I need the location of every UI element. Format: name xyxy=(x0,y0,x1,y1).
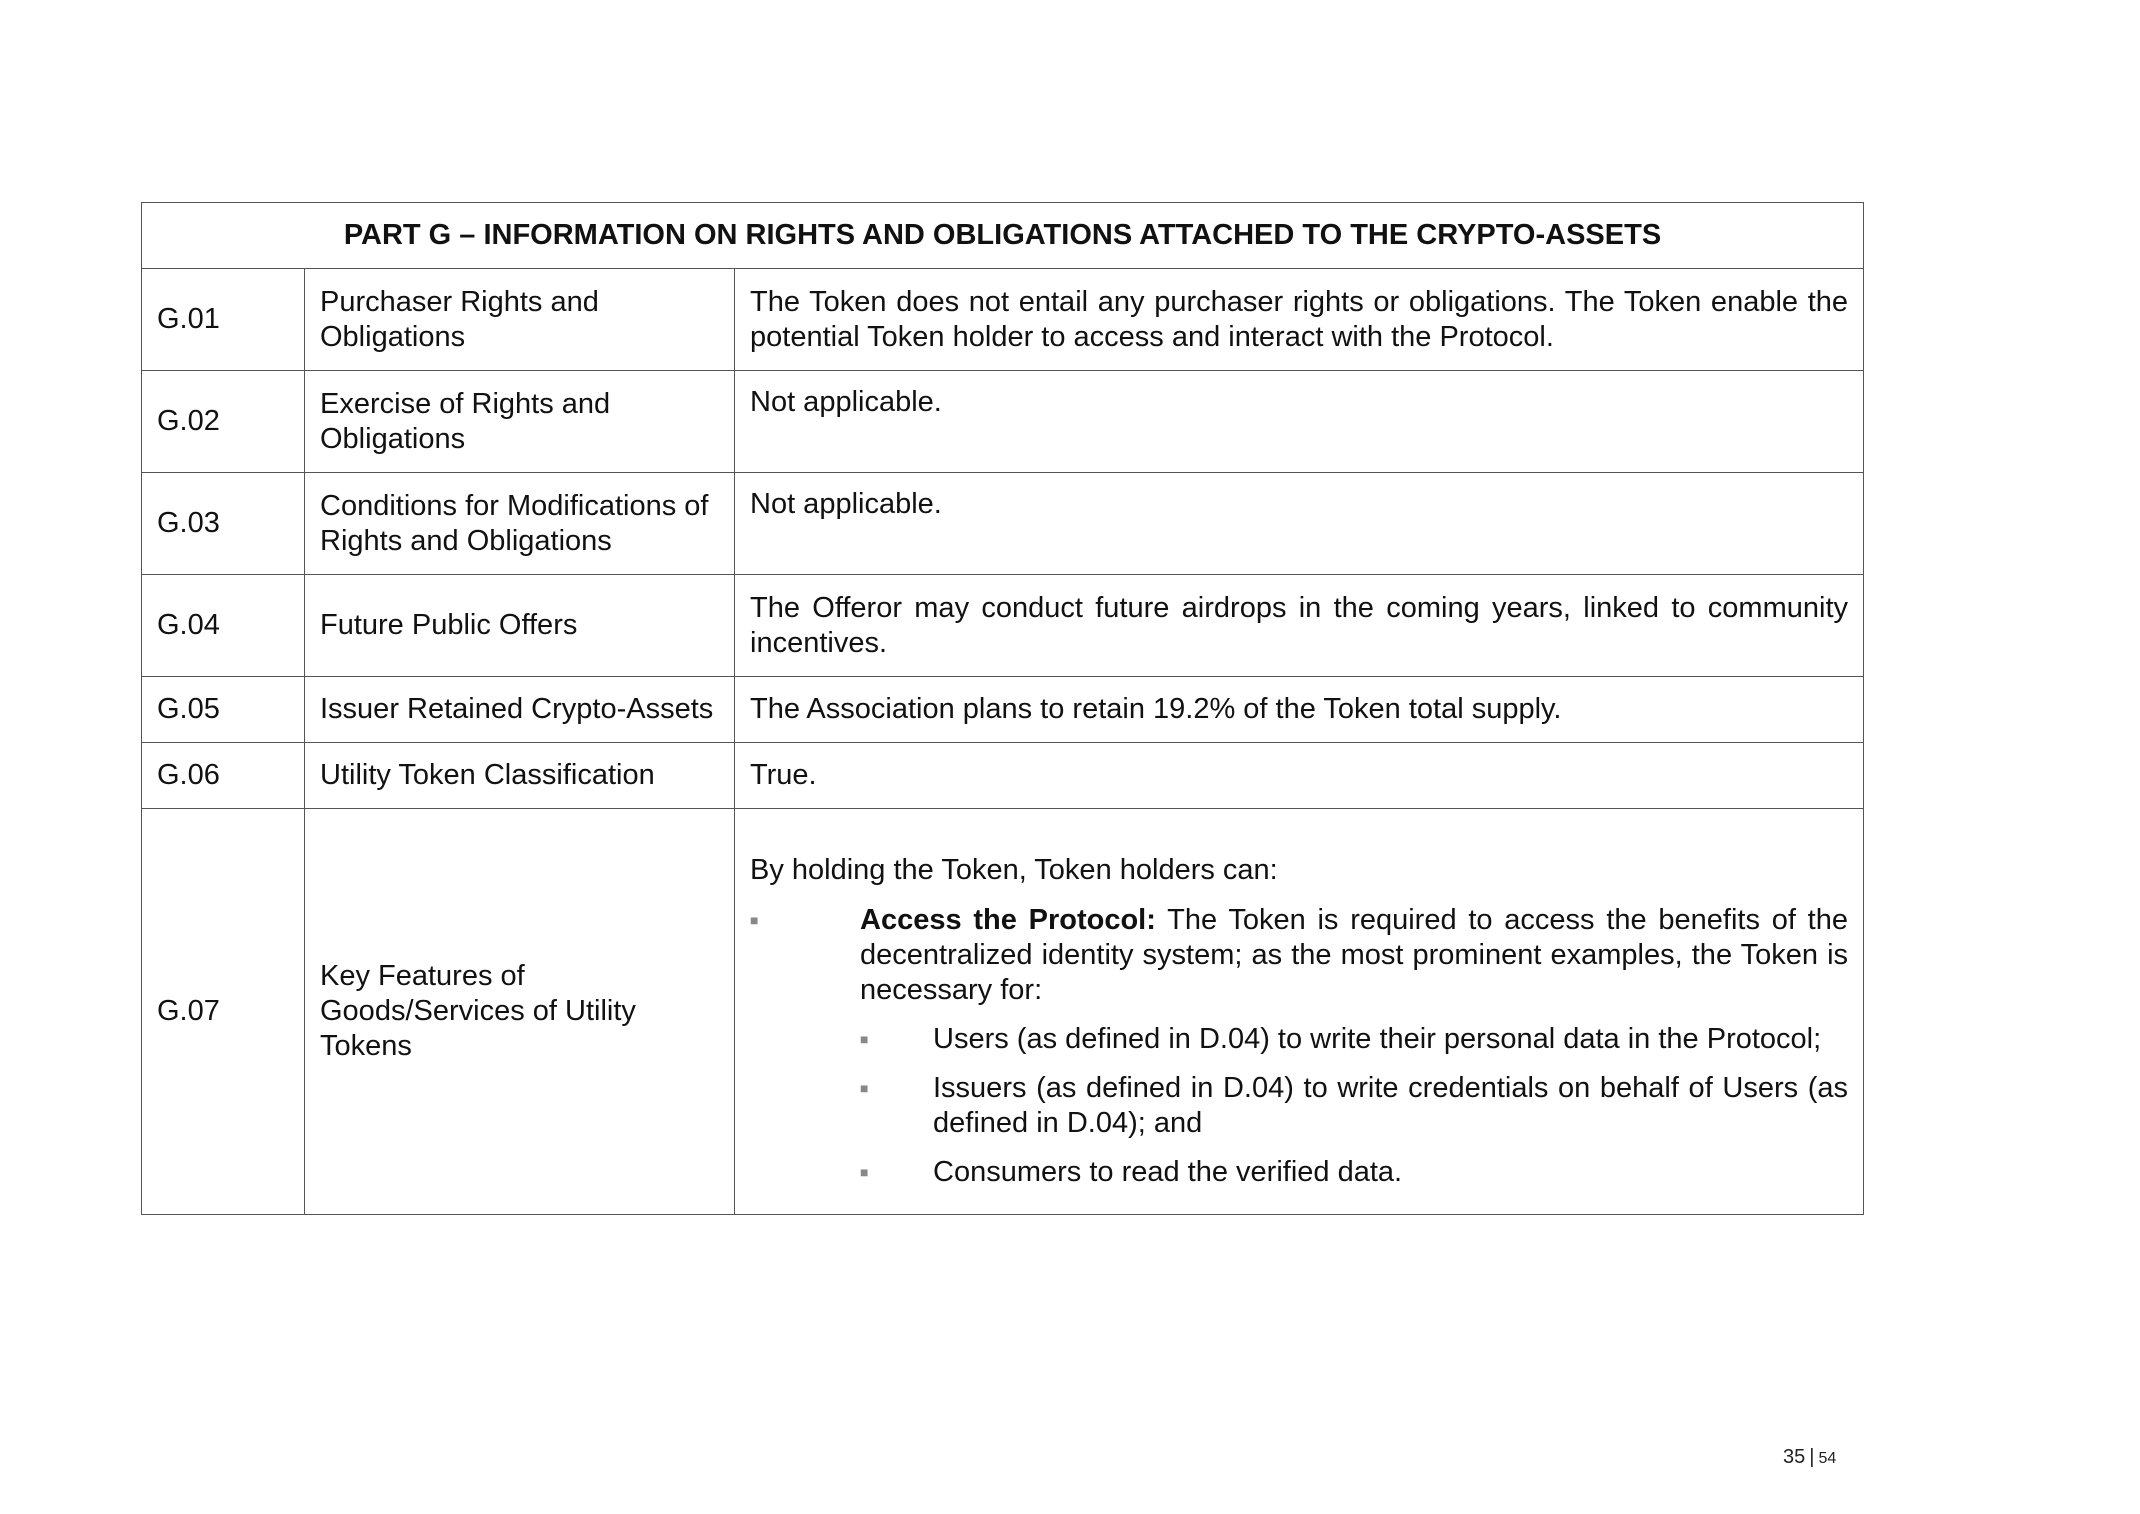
part-g-table xyxy=(141,202,1864,1215)
list-item xyxy=(750,903,1848,1008)
page-current: 35 xyxy=(1783,1446,1806,1468)
square-bullet-icon: ■ xyxy=(750,912,759,928)
row-id: G.05 xyxy=(142,677,305,743)
sub-list-item-text: Users (as defined in D.04) to write their personal data in the Protocol; xyxy=(933,1023,1822,1055)
table-row xyxy=(142,473,1864,575)
row-id: G.02 xyxy=(142,371,305,473)
row-field: Key Features of Goods/Services of Utility Tokens xyxy=(305,809,735,1215)
sub-list-item-text: Issuers (as defined in D.04) to write credentials on behalf of Users (as defined in D.04); and xyxy=(933,1072,1849,1139)
page-total: 54 xyxy=(1818,1450,1837,1467)
row-id: G.04 xyxy=(142,575,305,677)
table-row xyxy=(142,575,1864,677)
row-field: Utility Token Classification xyxy=(305,743,735,809)
page-separator: | xyxy=(1809,1446,1815,1468)
table-row xyxy=(142,809,1864,1215)
square-bullet-icon: ■ xyxy=(860,1080,869,1096)
list-item-body: The Token is required to access the benefits of the decentralized identity system; as the most prominent examples, the Token is necessary for: xyxy=(860,904,1849,1006)
content-intro: By holding the Token, Token holders can: xyxy=(750,854,1278,886)
row-content: The Offeror may conduct future airdrops in the coming years, linked to community incentives. xyxy=(735,575,1864,677)
row-field: Conditions for Modifications of Rights and Obligations xyxy=(305,473,735,575)
row-id: G.06 xyxy=(142,743,305,809)
sub-list-item xyxy=(860,1155,1848,1190)
row-content: Not applicable. xyxy=(735,371,1864,473)
row-content xyxy=(735,809,1864,1215)
row-id: G.01 xyxy=(142,269,305,371)
square-bullet-icon: ■ xyxy=(860,1031,869,1047)
row-content: Not applicable. xyxy=(735,473,1864,575)
table-row xyxy=(142,743,1864,809)
sub-list-item xyxy=(860,1022,1848,1057)
square-bullet-icon: ■ xyxy=(860,1164,869,1180)
row-field: Issuer Retained Crypto-Assets xyxy=(305,677,735,743)
list-item-heading: Access the Protocol: xyxy=(860,904,1156,936)
sub-list-item xyxy=(860,1071,1848,1141)
row-content: The Token does not entail any purchaser rights or obligations. The Token enable the potential Token holder to access and interact with the Protocol. xyxy=(735,269,1864,371)
row-content: True. xyxy=(735,743,1864,809)
row-field: Exercise of Rights and Obligations xyxy=(305,371,735,473)
row-id: G.03 xyxy=(142,473,305,575)
row-id: G.07 xyxy=(142,809,305,1215)
table-row xyxy=(142,677,1864,743)
list-item-text xyxy=(860,903,1848,1008)
row-content: The Association plans to retain 19.2% of the Token total supply. xyxy=(735,677,1864,743)
table-row xyxy=(142,269,1864,371)
page-number xyxy=(1783,1445,1836,1471)
sub-list-item-text: Consumers to read the verified data. xyxy=(933,1156,1403,1188)
row-field: Future Public Offers xyxy=(305,575,735,677)
table-row xyxy=(142,371,1864,473)
row-field: Purchaser Rights and Obligations xyxy=(305,269,735,371)
table-header: PART G – INFORMATION ON RIGHTS AND OBLIGATIONS ATTACHED TO THE CRYPTO-ASSETS xyxy=(142,203,1864,269)
